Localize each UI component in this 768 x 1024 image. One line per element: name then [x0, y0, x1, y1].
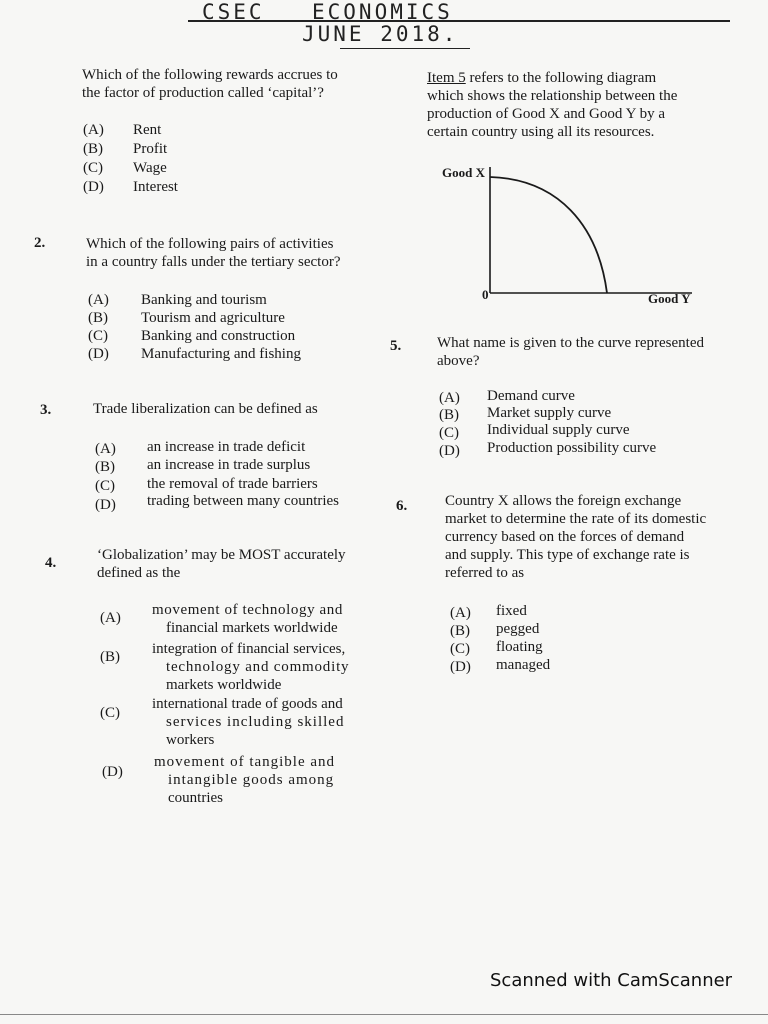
option-line: technology and commodity [166, 659, 350, 675]
item5-intro-line-2: which shows the relationship between the [427, 88, 678, 104]
question-6-line-4: and supply. This type of exchange rate is [445, 547, 690, 563]
option-letter: (B) [450, 623, 470, 639]
option-text [152, 695, 382, 749]
option-text: the removal of trade barriers [147, 476, 318, 492]
option-line: international trade of goods and [152, 696, 343, 712]
option-letter: (C) [83, 160, 103, 176]
question-1-line-1: Which of the following rewards accrues to [82, 67, 338, 83]
header-rule [188, 20, 730, 22]
option-text: Banking and tourism [141, 292, 267, 308]
option-text [154, 753, 384, 807]
item5-ref: Item 5 [427, 70, 466, 86]
option-text: Manufacturing and fishing [141, 346, 301, 362]
option-letter: (A) [100, 610, 121, 626]
option-text: Individual supply curve [487, 422, 630, 438]
item5-intro [427, 69, 727, 141]
question-4-line-2: defined as the [97, 565, 181, 581]
production-possibility-diagram [430, 155, 710, 320]
option-letter: (D) [95, 497, 116, 513]
option-letter: (D) [88, 346, 109, 362]
y-axis-label: Good X [442, 165, 485, 180]
option-line: movement of tangible and [154, 754, 336, 770]
question-3 [93, 400, 383, 418]
option-text: Interest [133, 179, 178, 195]
option-letter: (A) [95, 441, 116, 457]
option-letter: (C) [100, 705, 120, 721]
option-text: an increase in trade deficit [147, 439, 306, 455]
option-letter: (A) [450, 605, 471, 621]
option-letter: (B) [100, 649, 120, 665]
question-2-line-1: Which of the following pairs of activities [86, 236, 334, 252]
subject-title: ECONOMICS [312, 0, 453, 24]
option-text [152, 640, 382, 694]
option-text: an increase in trade surplus [147, 457, 311, 473]
question-6 [445, 492, 735, 582]
question-2 [86, 235, 386, 271]
option-letter: (B) [88, 310, 108, 326]
question-6-line-5: referred to as [445, 565, 525, 581]
page-edge-line [0, 1014, 768, 1015]
option-text: Banking and construction [141, 328, 296, 344]
option-text: Demand curve [487, 388, 575, 404]
question-4-line-1: ‘Globalization’ may be MOST accurately [97, 547, 346, 563]
ppc-curve [490, 177, 607, 293]
option-letter: (C) [88, 328, 108, 344]
item5-intro-line-1 [427, 69, 727, 87]
question-3-number: 3. [40, 402, 52, 418]
question-6-line-3: currency based on the forces of demand [445, 529, 685, 545]
option-text: managed [496, 657, 551, 673]
option-line: intangible goods among [168, 772, 335, 788]
option-letter: (C) [450, 641, 470, 657]
option-letter: (B) [83, 141, 103, 157]
question-2-number: 2. [34, 235, 46, 251]
question-6-line-2: market to determine the rate of its domestic [445, 511, 707, 527]
option-letter: (B) [95, 459, 115, 475]
option-letter: (D) [439, 443, 460, 459]
option-text: Wage [133, 160, 167, 176]
subject-code: CSEC [202, 0, 265, 24]
option-text: Profit [133, 141, 168, 157]
question-3-line-1: Trade liberalization can be defined as [93, 401, 318, 417]
option-line: integration of financial services, [152, 641, 346, 657]
option-letter: (A) [88, 292, 109, 308]
option-text: Production possibility curve [487, 440, 657, 456]
option-letter: (B) [439, 407, 459, 423]
option-line: movement of technology and [152, 602, 343, 618]
question-5 [437, 334, 727, 370]
option-text: fixed [496, 603, 527, 619]
option-text [152, 601, 382, 637]
question-5-line-2: above? [437, 353, 480, 369]
question-4 [97, 546, 387, 582]
option-text: Tourism and agriculture [141, 310, 285, 326]
option-line: markets worldwide [166, 677, 282, 693]
item5-intro-line-3: production of Good X and Good Y by a [427, 106, 666, 122]
question-6-line-1: Country X allows the foreign exchange [445, 493, 682, 509]
option-line: countries [168, 790, 223, 806]
option-line: financial markets worldwide [166, 620, 338, 636]
option-line: services including skilled [166, 714, 345, 730]
option-letter: (C) [439, 425, 459, 441]
question-4-number: 4. [45, 555, 57, 571]
question-1-line-2: the factor of production called ‘capital’? [82, 85, 324, 101]
exam-date: JUNE 2018. [302, 22, 459, 46]
origin-label: 0 [482, 287, 489, 302]
question-2-line-2: in a country falls under the tertiary sector? [86, 254, 341, 270]
option-text: floating [496, 639, 543, 655]
option-text: Market supply curve [487, 405, 612, 421]
option-letter: (A) [439, 390, 460, 406]
x-axis-label: Good Y [648, 291, 691, 306]
option-letter: (D) [450, 659, 471, 675]
item5-intro-line-4: certain country using all its resources. [427, 124, 655, 140]
option-letter: (C) [95, 478, 115, 494]
option-line: workers [166, 732, 215, 748]
question-1 [82, 66, 382, 102]
option-letter: (D) [83, 179, 104, 195]
option-letter: (A) [83, 122, 104, 138]
date-underline [340, 48, 470, 49]
option-text: trading between many countries [147, 493, 340, 509]
question-6-number: 6. [396, 498, 408, 514]
question-5-line-1: What name is given to the curve represented [437, 335, 704, 351]
option-text: Rent [133, 122, 162, 138]
option-text: pegged [496, 621, 540, 637]
item5-intro-first: refers to the following diagram [465, 70, 657, 86]
scanner-watermark: Scanned with CamScanner [490, 970, 733, 991]
option-letter: (D) [102, 764, 123, 780]
question-5-number: 5. [390, 338, 402, 354]
